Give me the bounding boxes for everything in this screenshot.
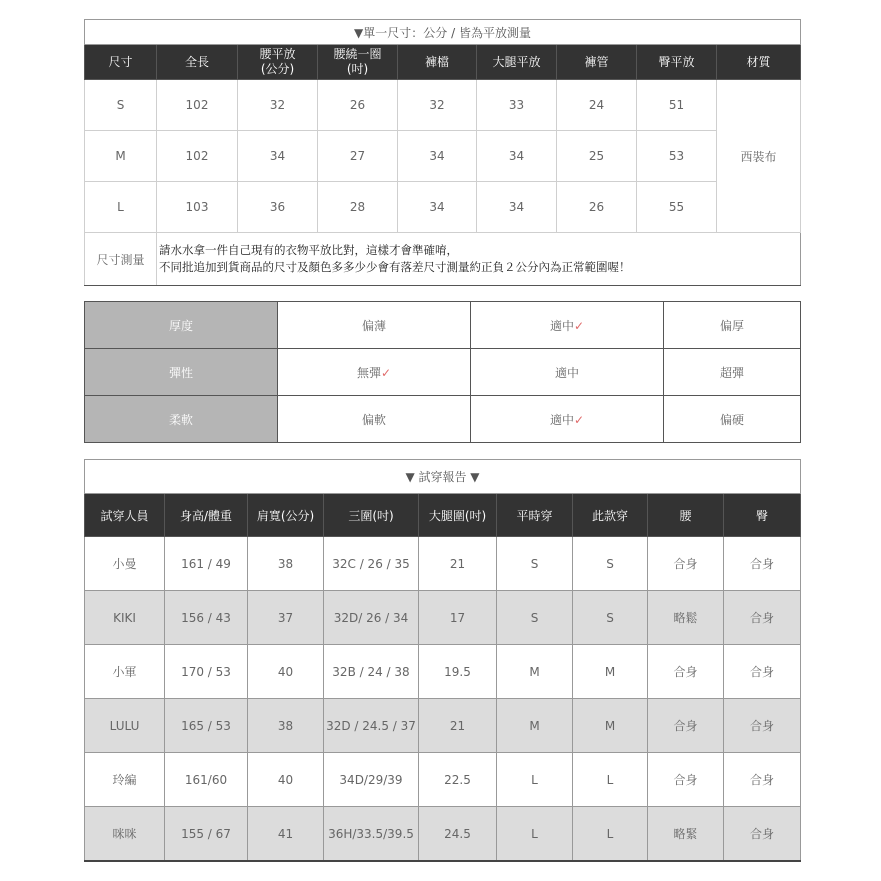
- size-header-cell: 全長: [157, 45, 238, 80]
- fit-cell: 156 / 43: [165, 591, 248, 645]
- fit-cell: 155 / 67: [165, 807, 248, 862]
- fit-header-cell: 此款穿: [573, 494, 648, 537]
- size-cell: M: [85, 131, 157, 182]
- fit-cell: 略鬆: [648, 591, 724, 645]
- size-cell: S: [85, 80, 157, 131]
- size-cell: 55: [637, 182, 717, 233]
- size-cell: 103: [157, 182, 238, 233]
- fabric-option: 偏軟: [278, 396, 471, 443]
- fit-cell: 40: [248, 753, 324, 807]
- fit-cell: M: [497, 699, 573, 753]
- size-cell: 34: [238, 131, 318, 182]
- fit-cell: 玲編: [85, 753, 165, 807]
- fit-cell: 38: [248, 699, 324, 753]
- size-cell: 102: [157, 80, 238, 131]
- size-cell: 36: [238, 182, 318, 233]
- fit-report-row: [85, 753, 801, 807]
- fit-cell: 34D/29/39: [324, 753, 419, 807]
- fit-cell: 161/60: [165, 753, 248, 807]
- fabric-option-selected: 適中✓: [471, 396, 664, 443]
- fit-cell: 32D/ 26 / 34: [324, 591, 419, 645]
- fabric-label: 厚度: [85, 302, 278, 349]
- fit-header-cell: 肩寬(公分): [248, 494, 324, 537]
- fit-cell: 合身: [724, 753, 801, 807]
- fit-cell: 37: [248, 591, 324, 645]
- fit-report-table: [84, 459, 801, 862]
- fit-cell: 合身: [724, 591, 801, 645]
- fabric-option-selected: 適中✓: [471, 302, 664, 349]
- fit-header-cell: 臀: [724, 494, 801, 537]
- size-cell: 24: [557, 80, 637, 131]
- size-chart-caption: ▼單一尺寸：公分 / 皆為平放測量: [85, 20, 801, 45]
- size-header-cell: 褲檔: [398, 45, 477, 80]
- fit-cell: 32D / 24.5 / 37: [324, 699, 419, 753]
- fit-cell: L: [497, 807, 573, 862]
- fit-report-row: [85, 699, 801, 753]
- size-header-cell: 腰繞一圈 (吋): [318, 45, 398, 80]
- fabric-row-thickness: [85, 302, 801, 349]
- fabric-row-elasticity: [85, 349, 801, 396]
- fit-cell: M: [573, 699, 648, 753]
- size-cell: 102: [157, 131, 238, 182]
- fit-cell: 19.5: [419, 645, 497, 699]
- fit-cell: 小曼: [85, 537, 165, 591]
- fit-cell: 38: [248, 537, 324, 591]
- size-cell: 26: [318, 80, 398, 131]
- fit-cell: LULU: [85, 699, 165, 753]
- size-cell: 34: [477, 182, 557, 233]
- fit-cell: 咪咪: [85, 807, 165, 862]
- fit-cell: L: [573, 753, 648, 807]
- size-row: [85, 80, 801, 131]
- fit-header-cell: 大腿圍(吋): [419, 494, 497, 537]
- fit-cell: 17: [419, 591, 497, 645]
- size-header-cell: 材質: [717, 45, 801, 80]
- fit-report-row: [85, 645, 801, 699]
- size-cell: L: [85, 182, 157, 233]
- size-cell: 34: [477, 131, 557, 182]
- fabric-label: 彈性: [85, 349, 278, 396]
- fit-cell: 合身: [648, 753, 724, 807]
- size-cell: 33: [477, 80, 557, 131]
- fit-header-cell: 三圍(吋): [324, 494, 419, 537]
- fit-cell: S: [573, 591, 648, 645]
- size-header-cell: 臀平放: [637, 45, 717, 80]
- fit-cell: S: [497, 537, 573, 591]
- check-icon: ✓: [573, 412, 585, 427]
- fabric-option: 適中: [471, 349, 664, 396]
- size-note-line: 請水水拿一件自己現有的衣物平放比對，這樣才會準確唷，: [159, 243, 458, 257]
- fit-cell: 合身: [724, 537, 801, 591]
- size-header-cell: 大腿平放: [477, 45, 557, 80]
- fit-cell: 合身: [724, 699, 801, 753]
- size-cell: 26: [557, 182, 637, 233]
- fit-report-row: [85, 807, 801, 862]
- fabric-option: 偏薄: [278, 302, 471, 349]
- fit-cell: S: [573, 537, 648, 591]
- fabric-option: 超彈: [664, 349, 801, 396]
- size-note: [157, 233, 801, 286]
- size-cell: 34: [398, 182, 477, 233]
- fabric-row-softness: [85, 396, 801, 443]
- fit-cell: 21: [419, 699, 497, 753]
- fit-cell: 合身: [724, 645, 801, 699]
- size-header-cell: 尺寸: [85, 45, 157, 80]
- size-cell: 32: [398, 80, 477, 131]
- fit-cell: 22.5: [419, 753, 497, 807]
- fabric-option: 偏硬: [664, 396, 801, 443]
- fit-cell: 32C / 26 / 35: [324, 537, 419, 591]
- fit-cell: 170 / 53: [165, 645, 248, 699]
- fit-cell: 合身: [648, 699, 724, 753]
- fit-cell: 32B / 24 / 38: [324, 645, 419, 699]
- size-chart-table: [84, 19, 801, 286]
- fit-cell: 略緊: [648, 807, 724, 862]
- fit-cell: L: [497, 753, 573, 807]
- fit-cell: 合身: [648, 645, 724, 699]
- size-cell: 25: [557, 131, 637, 182]
- fit-cell: S: [497, 591, 573, 645]
- size-cell: 53: [637, 131, 717, 182]
- fit-cell: KIKI: [85, 591, 165, 645]
- check-icon: ✓: [573, 318, 585, 333]
- fit-cell: 41: [248, 807, 324, 862]
- fit-cell: M: [573, 645, 648, 699]
- fit-report-row: [85, 591, 801, 645]
- fit-report-caption: ▼ 試穿報告 ▼: [85, 460, 801, 494]
- fabric-properties-table: [84, 301, 801, 443]
- check-icon: ✓: [380, 365, 392, 380]
- size-row: [85, 131, 801, 182]
- size-note-label: 尺寸測量: [85, 233, 157, 286]
- size-cell: 32: [238, 80, 318, 131]
- fit-cell: 36H/33.5/39.5: [324, 807, 419, 862]
- fit-cell: 165 / 53: [165, 699, 248, 753]
- fit-cell: 小軍: [85, 645, 165, 699]
- fit-header-cell: 平時穿: [497, 494, 573, 537]
- fit-report-header-row: [85, 494, 801, 537]
- fit-cell: 24.5: [419, 807, 497, 862]
- fit-cell: 21: [419, 537, 497, 591]
- fit-cell: 40: [248, 645, 324, 699]
- fit-header-cell: 試穿人員: [85, 494, 165, 537]
- fit-cell: 合身: [724, 807, 801, 862]
- size-cell: 27: [318, 131, 398, 182]
- size-header-cell: 腰平放 (公分): [238, 45, 318, 80]
- fit-header-cell: 身高/體重: [165, 494, 248, 537]
- fabric-option: 偏厚: [664, 302, 801, 349]
- fit-cell: 合身: [648, 537, 724, 591]
- size-chart-header-row: [85, 45, 801, 80]
- size-cell: 51: [637, 80, 717, 131]
- size-header-cell: 褲管: [557, 45, 637, 80]
- size-cell: 34: [398, 131, 477, 182]
- fit-header-cell: 腰: [648, 494, 724, 537]
- fabric-option-selected: 無彈✓: [278, 349, 471, 396]
- material-cell: 西裝布: [717, 80, 801, 233]
- fit-cell: 161 / 49: [165, 537, 248, 591]
- fabric-label: 柔軟: [85, 396, 278, 443]
- size-row: [85, 182, 801, 233]
- size-note-line: 不同批追加到貨商品的尺寸及顏色多多少少會有落差尺寸測量約正負２公分內為正常範圍喔！: [159, 260, 631, 274]
- fit-report-row: [85, 537, 801, 591]
- fit-cell: L: [573, 807, 648, 862]
- size-cell: 28: [318, 182, 398, 233]
- fit-cell: M: [497, 645, 573, 699]
